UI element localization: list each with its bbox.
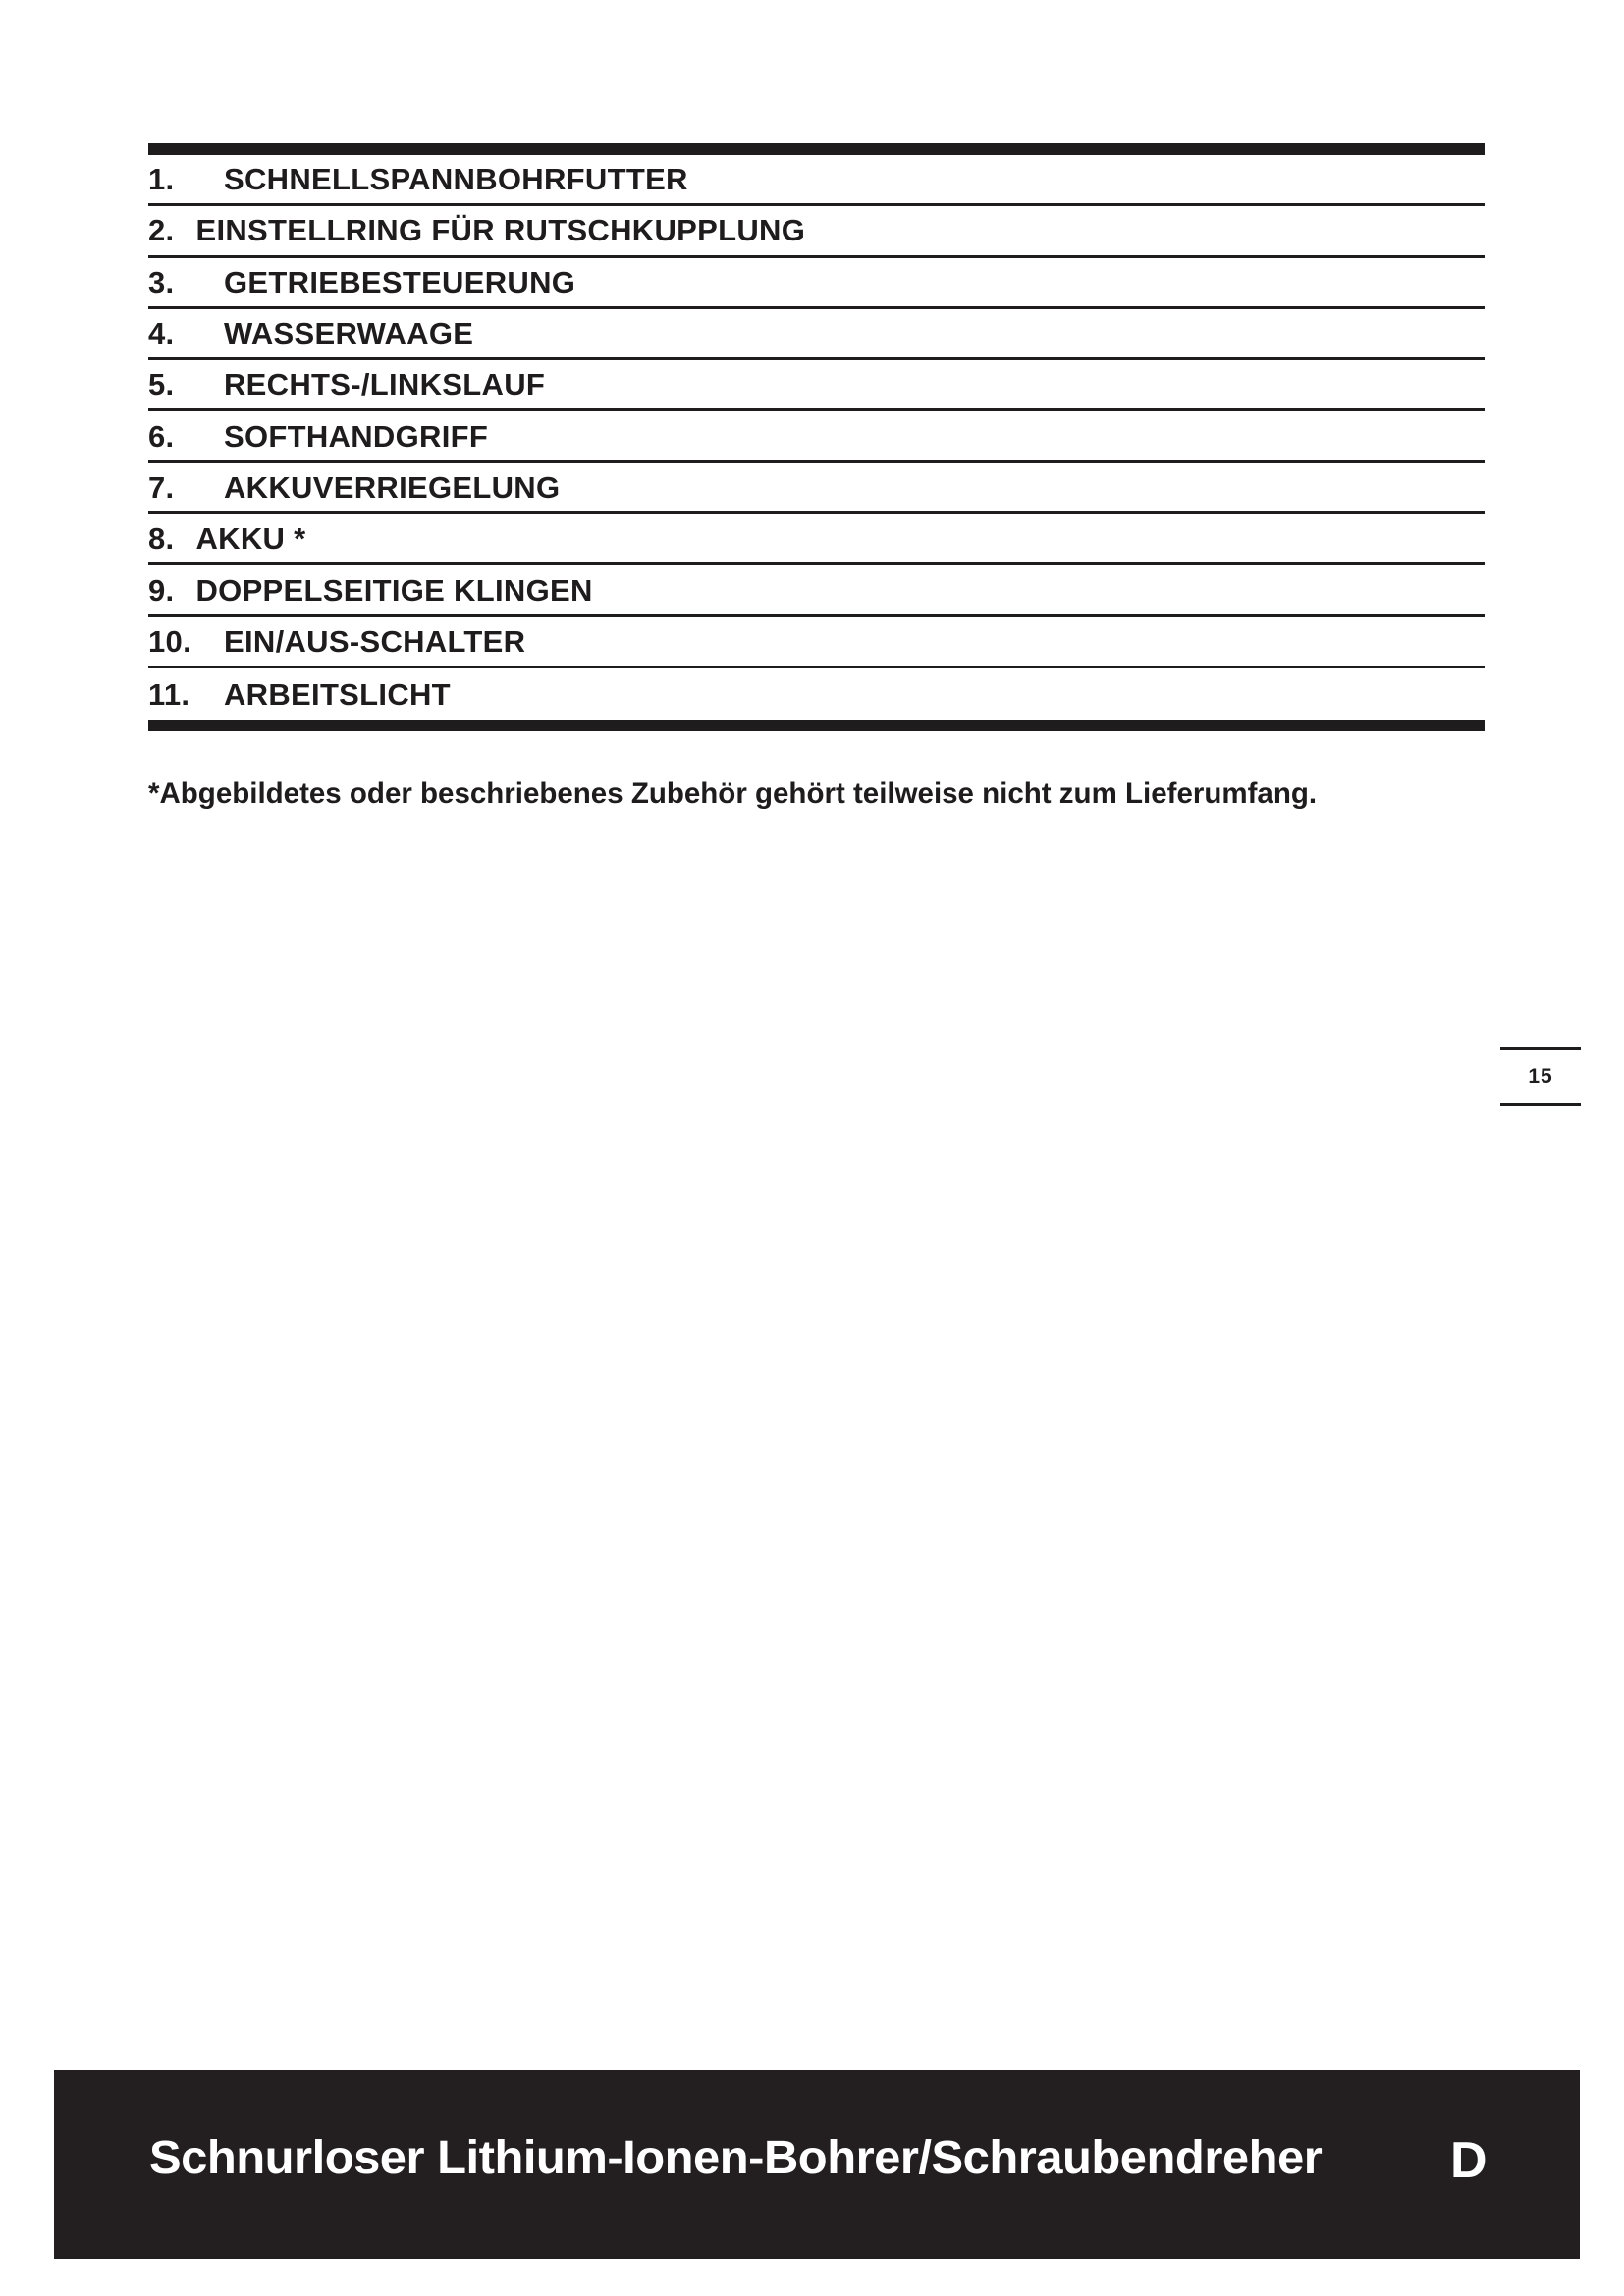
part-number: 1.: [148, 162, 175, 197]
part-number: 8.: [148, 521, 175, 557]
part-row: [148, 155, 1485, 206]
part-number: 5.: [148, 367, 175, 402]
part-label: SCHNELLSPANNBOHRFUTTER: [224, 162, 688, 197]
part-row: [148, 309, 1485, 360]
part-number: 2.: [148, 213, 175, 248]
part-number: 3.: [148, 264, 175, 299]
footnote: *Abgebildetes oder beschriebenes Zubehör gehört teilweise nicht zum Lieferumfang.: [148, 777, 1318, 810]
part-row: [148, 206, 1485, 257]
part-label: EINSTELLRING FÜR RUTSCHKUPPLUNG: [195, 213, 806, 248]
part-row: [148, 668, 1485, 720]
part-row: [148, 360, 1485, 411]
part-row: [148, 258, 1485, 309]
footer-title: Schnurloser Lithium-Ionen-Bohrer/Schraubendreher: [149, 2132, 1323, 2184]
parts-list: [148, 143, 1485, 731]
part-label: AKKU *: [195, 521, 306, 557]
footer-band: [54, 2070, 1580, 2259]
part-number: 9.: [148, 572, 175, 608]
part-number: 7.: [148, 469, 175, 505]
part-label: SOFTHANDGRIFF: [224, 418, 489, 454]
part-label: AKKUVERRIEGELUNG: [224, 469, 561, 505]
part-number: 6.: [148, 418, 175, 454]
page-number: 15: [1500, 1047, 1581, 1106]
part-label: EIN/AUS-SCHALTER: [224, 623, 526, 659]
part-label: GETRIEBESTEUERUNG: [224, 264, 576, 299]
footer-language-code: D: [1450, 2132, 1488, 2189]
part-label: WASSERWAAGE: [224, 316, 474, 351]
part-label: DOPPELSEITIGE KLINGEN: [195, 572, 593, 608]
part-row: [148, 411, 1485, 462]
part-row: [148, 463, 1485, 514]
part-number: 10.: [148, 623, 191, 659]
part-row: [148, 514, 1485, 565]
part-row: [148, 565, 1485, 616]
part-label: RECHTS-/LINKSLAUF: [224, 367, 546, 402]
part-number: 11.: [148, 676, 190, 712]
part-number: 4.: [148, 316, 175, 351]
part-row: [148, 617, 1485, 668]
part-label: ARBEITSLICHT: [224, 676, 451, 712]
